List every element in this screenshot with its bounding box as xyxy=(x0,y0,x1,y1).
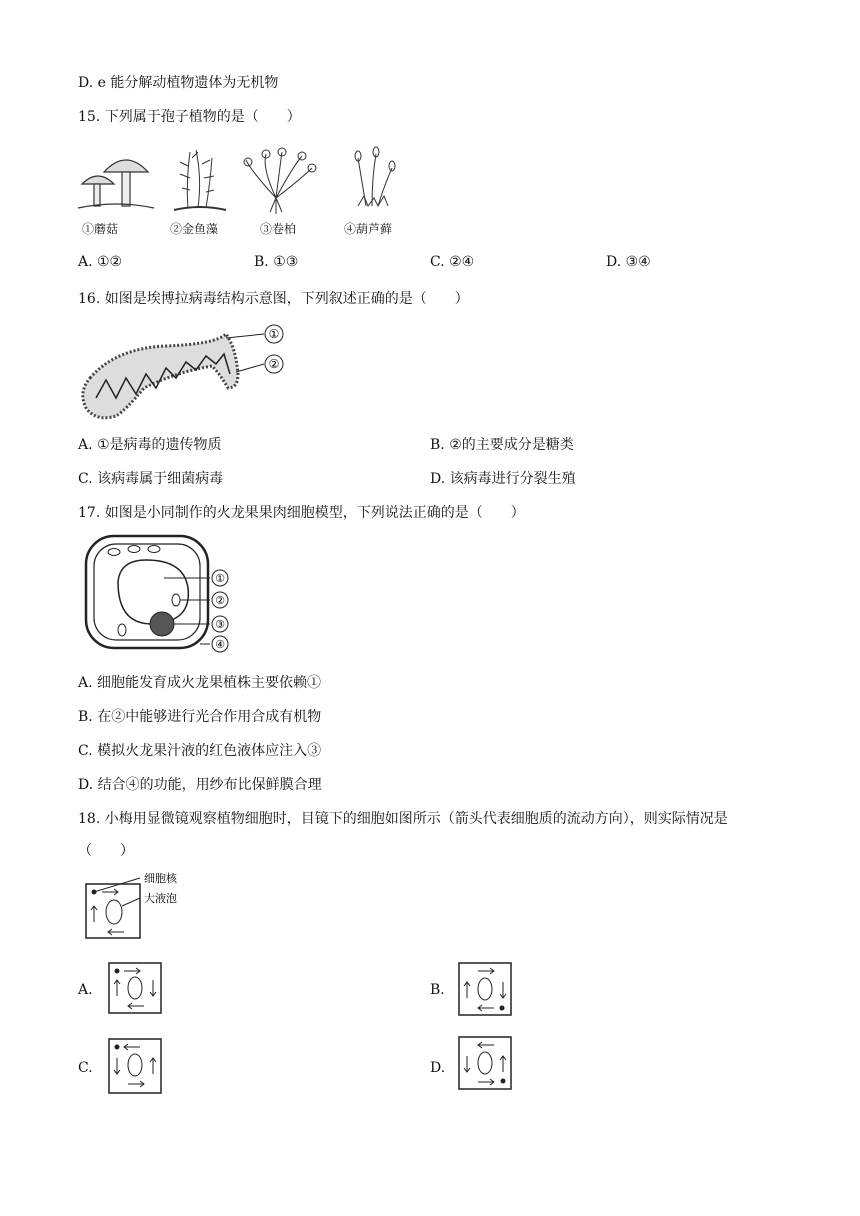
q17-option-d: D. 结合④的功能，用纱布比保鲜膜合理 xyxy=(78,777,322,793)
q16-stem: 16. 如图是埃博拉病毒结构示意图，下列叙述正确的是（ ） xyxy=(78,291,469,307)
q18-option-c-figure xyxy=(108,1038,164,1098)
q17-marker-2: ② xyxy=(215,594,225,607)
q15-option-d: D. ③④ xyxy=(606,254,651,270)
q16-option-c: C. 该病毒属于细菌病毒 xyxy=(78,471,224,487)
q17-option-a: A. 细胞能发育成火龙果植株主要依赖① xyxy=(78,675,322,691)
q17-marker-1: ① xyxy=(215,572,225,585)
q15-caption-4: ④葫芦藓 xyxy=(344,222,393,236)
q15-stem: 15. 下列属于孢子植物的是（ ） xyxy=(78,109,301,125)
q16-virus-figure xyxy=(76,318,296,428)
q14-option-d: D. e 能分解动植物遗体为无机物 xyxy=(78,75,279,91)
q15-option-b: B. ①③ xyxy=(254,254,299,270)
q17-option-c: C. 模拟火龙果汁液的红色液体应注入③ xyxy=(78,743,322,759)
q18-option-d-figure xyxy=(458,1036,514,1096)
q16-marker-2: ② xyxy=(268,357,280,371)
q15-option-c: C. ②④ xyxy=(430,254,475,270)
moss-drawing xyxy=(355,147,395,206)
q15-caption-2: ②金鱼藻 xyxy=(170,222,219,236)
q17-cell-figure xyxy=(80,532,240,658)
q18-option-d: D. xyxy=(430,1060,446,1076)
q18-option-c: C. xyxy=(78,1060,93,1076)
q17-marker-4: ④ xyxy=(215,638,225,651)
q15-option-a: A. ①② xyxy=(78,254,123,270)
q18-stem-cont: （ ） xyxy=(78,843,134,859)
q16-option-b: B. ②的主要成分是糖类 xyxy=(430,437,574,453)
q18-stem: 18. 小梅用显微镜观察植物细胞时，目镜下的细胞如图所示（箭头代表细胞质的流动方向），则实际情况是 xyxy=(78,811,728,827)
q18-main-figure xyxy=(84,872,204,946)
q18-option-b-figure xyxy=(458,962,514,1022)
q18-option-a-figure xyxy=(108,962,164,1020)
selaginella-drawing xyxy=(244,148,316,214)
q18-option-a: A. xyxy=(78,982,93,998)
q18-label-vacuole: 大液泡 xyxy=(144,892,177,905)
q16-option-a: A. ①是病毒的遗传物质 xyxy=(78,437,222,453)
mushroom-drawing xyxy=(78,160,154,208)
q18-option-b: B. xyxy=(430,982,445,998)
q16-marker-1: ① xyxy=(268,327,280,341)
q15-caption-1: ①蘑菇 xyxy=(82,222,119,236)
hornwort-drawing xyxy=(174,150,226,210)
q16-option-d: D. 该病毒进行分裂生殖 xyxy=(430,471,576,487)
q17-stem: 17. 如图是小同制作的火龙果果肉细胞模型，下列说法正确的是（ ） xyxy=(78,505,525,521)
q18-label-nucleus: 细胞核 xyxy=(144,872,177,885)
q17-option-b: B. 在②中能够进行光合作用合成有机物 xyxy=(78,709,322,725)
q17-marker-3: ③ xyxy=(215,618,225,631)
q15-caption-3: ③卷柏 xyxy=(260,222,297,236)
